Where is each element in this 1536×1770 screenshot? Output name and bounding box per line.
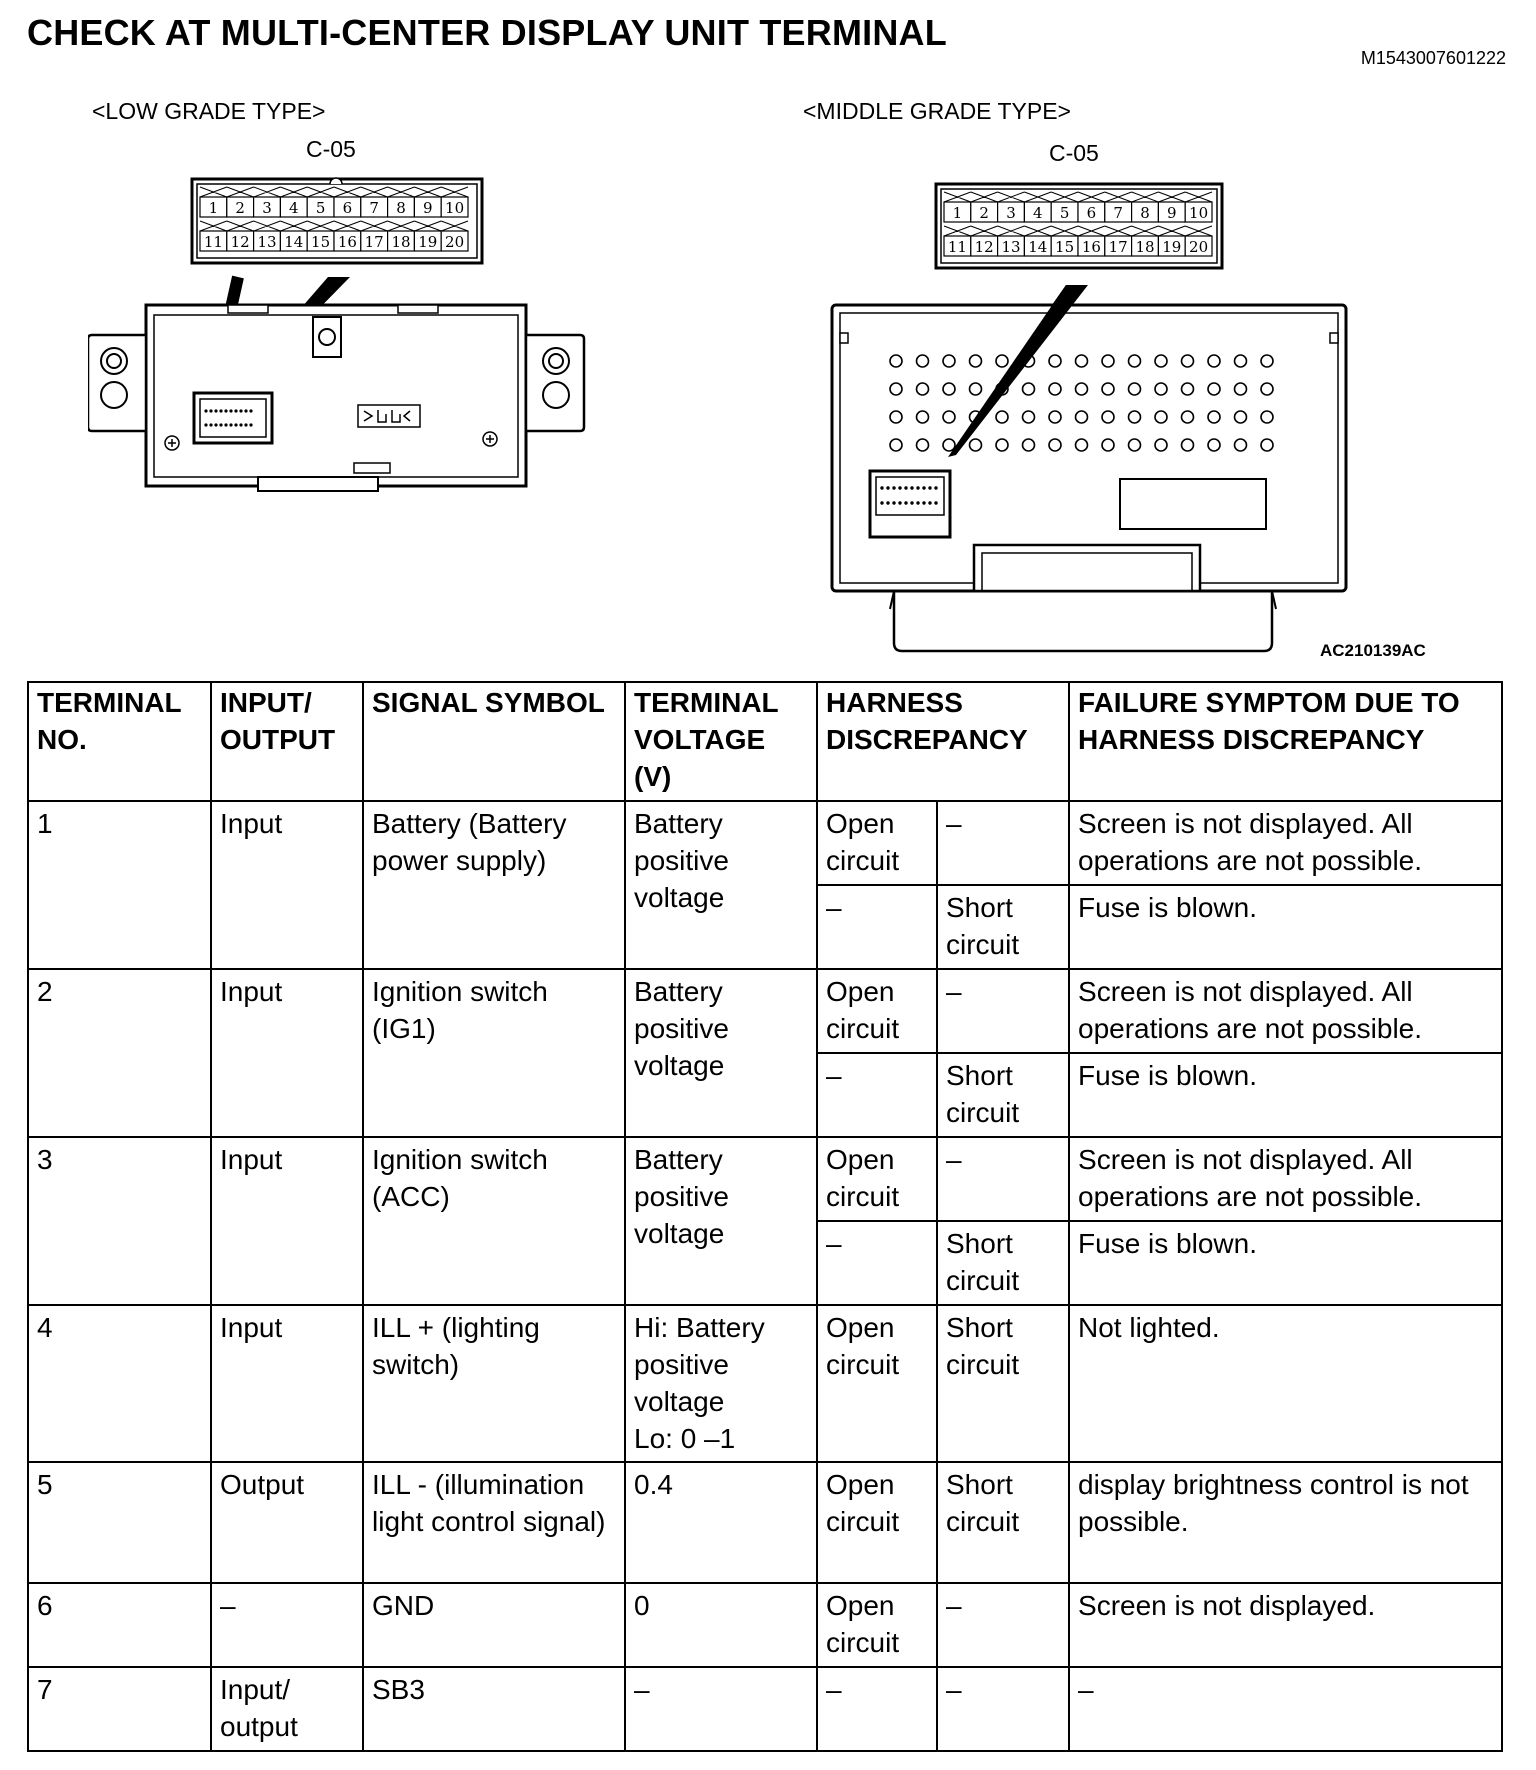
vent-hole bbox=[1076, 411, 1088, 423]
vent-hole bbox=[1102, 439, 1114, 451]
signal-symbol: SB3 bbox=[363, 1667, 625, 1751]
vent-hole bbox=[1129, 355, 1141, 367]
vent-hole bbox=[1182, 383, 1194, 395]
vent-hole bbox=[943, 355, 955, 367]
pin-number: 16 bbox=[337, 233, 357, 251]
vent-hole bbox=[996, 439, 1008, 451]
vent-hole bbox=[1208, 383, 1220, 395]
pin-number: 1 bbox=[208, 199, 219, 217]
pin-number: 6 bbox=[342, 199, 353, 217]
voltage-hi: Hi: Battery positive voltage bbox=[634, 1312, 765, 1417]
terminal-no: 6 bbox=[28, 1583, 211, 1667]
pin-number: 3 bbox=[1006, 204, 1016, 222]
vent-hole bbox=[970, 383, 982, 395]
low-grade-label: <LOW GRADE TYPE> bbox=[92, 98, 326, 124]
pin-number: 13 bbox=[1001, 238, 1021, 256]
terminal-voltage: Battery positive voltage bbox=[625, 801, 817, 969]
pin-number: 9 bbox=[423, 199, 433, 217]
vent-hole bbox=[1076, 439, 1088, 451]
pin-number: 10 bbox=[1189, 204, 1209, 222]
voltage-lo: Lo: 0 –1 bbox=[634, 1423, 736, 1454]
vent-hole bbox=[1129, 439, 1141, 451]
vent-hole bbox=[890, 355, 902, 367]
terminal-voltage: 0 bbox=[625, 1583, 817, 1667]
vent-hole bbox=[1155, 355, 1167, 367]
terminal-no: 5 bbox=[28, 1462, 211, 1583]
vent-hole bbox=[996, 355, 1008, 367]
pin-number: 12 bbox=[230, 233, 250, 251]
vent-hole bbox=[943, 383, 955, 395]
vent-hole bbox=[1155, 439, 1167, 451]
failure-symptom: Screen is not displayed. All operations are not possible. bbox=[1069, 969, 1502, 1053]
header-input-output: INPUT/ OUTPUT bbox=[211, 682, 363, 801]
failure-symptom: Fuse is blown. bbox=[1069, 885, 1502, 969]
pin-number: 7 bbox=[369, 199, 379, 217]
vent-hole bbox=[1208, 411, 1220, 423]
table-header-row bbox=[28, 682, 1502, 801]
vent-hole bbox=[1261, 411, 1273, 423]
document-id: M1543007601222 bbox=[1360, 48, 1506, 68]
failure-symptom: Screen is not displayed. All operations are not possible. bbox=[1069, 1137, 1502, 1221]
vent-hole bbox=[1102, 383, 1114, 395]
vent-hole bbox=[970, 355, 982, 367]
vent-hole bbox=[1023, 439, 1035, 451]
vent-hole bbox=[1261, 355, 1273, 367]
failure-symptom: Screen is not displayed. bbox=[1069, 1583, 1502, 1667]
vent-hole bbox=[917, 411, 929, 423]
vent-hole bbox=[1235, 355, 1247, 367]
header-terminal-no: TERMINAL NO. bbox=[28, 682, 211, 801]
pin-number: 16 bbox=[1081, 238, 1101, 256]
vent-hole bbox=[996, 411, 1008, 423]
vent-hole bbox=[970, 439, 982, 451]
low-grade-unit-svg bbox=[88, 265, 588, 495]
vent-hole bbox=[1049, 439, 1061, 451]
middle-grade-unit-svg bbox=[826, 285, 1356, 665]
low-connector-label: C-05 bbox=[306, 136, 356, 162]
open-circuit-cell: – bbox=[817, 1667, 937, 1751]
pin-number: 12 bbox=[974, 238, 994, 256]
signal-symbol: ILL - (illumination light control signal) bbox=[363, 1462, 625, 1583]
signal-symbol: ILL + (lighting switch) bbox=[363, 1305, 625, 1462]
pin-number: 11 bbox=[947, 238, 967, 256]
vent-hole bbox=[1076, 383, 1088, 395]
open-circuit-cell: Open circuit bbox=[817, 969, 937, 1053]
open-circuit-cell: Open circuit bbox=[817, 1305, 937, 1462]
input-output: Input bbox=[211, 1137, 363, 1305]
pin-number: 7 bbox=[1113, 204, 1123, 222]
pin-number: 14 bbox=[1028, 238, 1048, 256]
middle-grade-unit-diagram bbox=[826, 285, 1356, 670]
open-circuit-cell: – bbox=[817, 885, 937, 969]
pin-number: 19 bbox=[418, 233, 438, 251]
vent-hole bbox=[1049, 383, 1061, 395]
middle-connector-svg bbox=[934, 182, 1224, 270]
terminal-no: 2 bbox=[28, 969, 211, 1137]
vent-hole bbox=[1129, 411, 1141, 423]
failure-symptom: Screen is not displayed. All operations are not possible. bbox=[1069, 801, 1502, 885]
vent-hole bbox=[1261, 383, 1273, 395]
vent-hole bbox=[917, 383, 929, 395]
open-circuit-cell: Open circuit bbox=[817, 1137, 937, 1221]
pin-number: 17 bbox=[1108, 238, 1128, 256]
table-row bbox=[28, 1462, 1502, 1583]
short-circuit-cell: Short circuit bbox=[937, 885, 1069, 969]
pin-number: 15 bbox=[311, 233, 331, 251]
pin-number: 2 bbox=[235, 199, 245, 217]
pin-number: 1 bbox=[952, 204, 963, 222]
open-circuit-cell: Open circuit bbox=[817, 1583, 937, 1667]
terminal-no: 1 bbox=[28, 801, 211, 969]
input-output: Input/ output bbox=[211, 1667, 363, 1751]
failure-symptom: Not lighted. bbox=[1069, 1305, 1502, 1462]
pin-number: 4 bbox=[289, 199, 299, 217]
pin-number: 14 bbox=[284, 233, 304, 251]
vent-hole bbox=[1235, 411, 1247, 423]
terminal-table bbox=[27, 681, 1503, 1752]
pin-number: 6 bbox=[1086, 204, 1097, 222]
header-failure-symptom: FAILURE SYMPTOM DUE TO HARNESS DISCREPANCY bbox=[1069, 682, 1502, 801]
signal-symbol: Battery (Battery power supply) bbox=[363, 801, 625, 969]
short-circuit-cell: – bbox=[937, 801, 1069, 885]
terminal-voltage: – bbox=[625, 1667, 817, 1751]
table-row bbox=[28, 1305, 1502, 1462]
vent-hole bbox=[1235, 439, 1247, 451]
short-circuit-cell: Short circuit bbox=[937, 1221, 1069, 1305]
pin-number: 4 bbox=[1033, 204, 1043, 222]
pin-number: 20 bbox=[1189, 238, 1209, 256]
pin-number: 20 bbox=[445, 233, 465, 251]
vent-hole bbox=[1023, 411, 1035, 423]
table-row bbox=[28, 1667, 1502, 1751]
terminal-no: 3 bbox=[28, 1137, 211, 1305]
signal-symbol: GND bbox=[363, 1583, 625, 1667]
middle-connector-label: C-05 bbox=[1049, 140, 1099, 166]
pin-number: 18 bbox=[1135, 238, 1155, 256]
failure-symptom: display brightness control is not possible. bbox=[1069, 1462, 1502, 1583]
pin-number: 18 bbox=[391, 233, 411, 251]
terminal-no: 7 bbox=[28, 1667, 211, 1751]
vent-hole bbox=[890, 383, 902, 395]
vent-hole bbox=[1049, 411, 1061, 423]
vent-hole bbox=[917, 355, 929, 367]
pin-number: 10 bbox=[445, 199, 465, 217]
open-circuit-cell: – bbox=[817, 1053, 937, 1137]
pin-number: 3 bbox=[262, 199, 272, 217]
short-circuit-cell: Short circuit bbox=[937, 1053, 1069, 1137]
terminal-voltage: 0.4 bbox=[625, 1462, 817, 1583]
table-row bbox=[28, 969, 1502, 1053]
signal-symbol: Ignition switch (ACC) bbox=[363, 1137, 625, 1305]
short-circuit-cell: Short circuit bbox=[937, 1305, 1069, 1462]
input-output: Output bbox=[211, 1462, 363, 1583]
pin-number: 19 bbox=[1162, 238, 1182, 256]
vent-hole bbox=[1182, 355, 1194, 367]
input-output: Input bbox=[211, 969, 363, 1137]
pin-number: 17 bbox=[364, 233, 384, 251]
vent-hole bbox=[1208, 439, 1220, 451]
terminal-voltage: Battery positive voltage bbox=[625, 1137, 817, 1305]
middle-grade-label: <MIDDLE GRADE TYPE> bbox=[803, 98, 1071, 124]
vent-hole bbox=[917, 439, 929, 451]
header-signal-symbol: SIGNAL SYMBOL bbox=[363, 682, 625, 801]
vent-hole bbox=[943, 411, 955, 423]
pin-number: 13 bbox=[257, 233, 277, 251]
vent-hole bbox=[1155, 411, 1167, 423]
pin-number: 8 bbox=[396, 199, 406, 217]
vent-hole bbox=[890, 439, 902, 451]
vent-hole bbox=[1208, 355, 1220, 367]
vent-hole bbox=[1129, 383, 1141, 395]
header-terminal-voltage: TERMINAL VOLTAGE (V) bbox=[625, 682, 817, 801]
short-circuit-cell: Short circuit bbox=[937, 1462, 1069, 1583]
table-row bbox=[28, 1137, 1502, 1221]
failure-symptom: Fuse is blown. bbox=[1069, 1053, 1502, 1137]
vent-hole bbox=[1182, 439, 1194, 451]
short-circuit-cell: – bbox=[937, 1583, 1069, 1667]
vent-hole bbox=[1102, 411, 1114, 423]
terminal-voltage: Battery positive voltage bbox=[625, 969, 817, 1137]
table-row bbox=[28, 1583, 1502, 1667]
pin-number: 9 bbox=[1167, 204, 1177, 222]
vent-hole bbox=[1049, 355, 1061, 367]
middle-connector-pinout bbox=[934, 182, 1224, 270]
input-output: Input bbox=[211, 801, 363, 969]
vent-hole bbox=[1102, 355, 1114, 367]
pin-number: 2 bbox=[979, 204, 989, 222]
low-connector-svg bbox=[190, 177, 484, 265]
vent-hole bbox=[1076, 355, 1088, 367]
pin-number: 5 bbox=[315, 199, 326, 217]
vent-hole bbox=[890, 411, 902, 423]
vent-hole bbox=[943, 439, 955, 451]
header-harness-discrepancy: HARNESS DISCREPANCY bbox=[817, 682, 1069, 801]
short-circuit-cell: – bbox=[937, 1137, 1069, 1221]
input-output: – bbox=[211, 1583, 363, 1667]
vent-hole bbox=[1155, 383, 1167, 395]
low-grade-unit-diagram bbox=[88, 265, 588, 500]
pin-number: 5 bbox=[1059, 204, 1070, 222]
pin-number: 15 bbox=[1055, 238, 1075, 256]
vent-hole bbox=[1235, 383, 1247, 395]
table-row bbox=[28, 801, 1502, 885]
terminal-no: 4 bbox=[28, 1305, 211, 1462]
failure-symptom: Fuse is blown. bbox=[1069, 1221, 1502, 1305]
pin-number: 11 bbox=[203, 233, 223, 251]
terminal-voltage bbox=[625, 1305, 817, 1462]
page-title: CHECK AT MULTI-CENTER DISPLAY UNIT TERMINAL bbox=[27, 12, 947, 53]
vent-hole bbox=[1261, 439, 1273, 451]
pin-number: 8 bbox=[1140, 204, 1150, 222]
low-connector-pinout bbox=[190, 177, 484, 265]
figure-code: AC210139AC bbox=[1320, 641, 1426, 660]
short-circuit-cell: – bbox=[937, 969, 1069, 1053]
open-circuit-cell: – bbox=[817, 1221, 937, 1305]
open-circuit-cell: Open circuit bbox=[817, 801, 937, 885]
signal-symbol: Ignition switch (IG1) bbox=[363, 969, 625, 1137]
vent-hole bbox=[1182, 411, 1194, 423]
input-output: Input bbox=[211, 1305, 363, 1462]
open-circuit-cell: Open circuit bbox=[817, 1462, 937, 1583]
short-circuit-cell: – bbox=[937, 1667, 1069, 1751]
failure-symptom: – bbox=[1069, 1667, 1502, 1751]
vent-hole bbox=[1023, 383, 1035, 395]
